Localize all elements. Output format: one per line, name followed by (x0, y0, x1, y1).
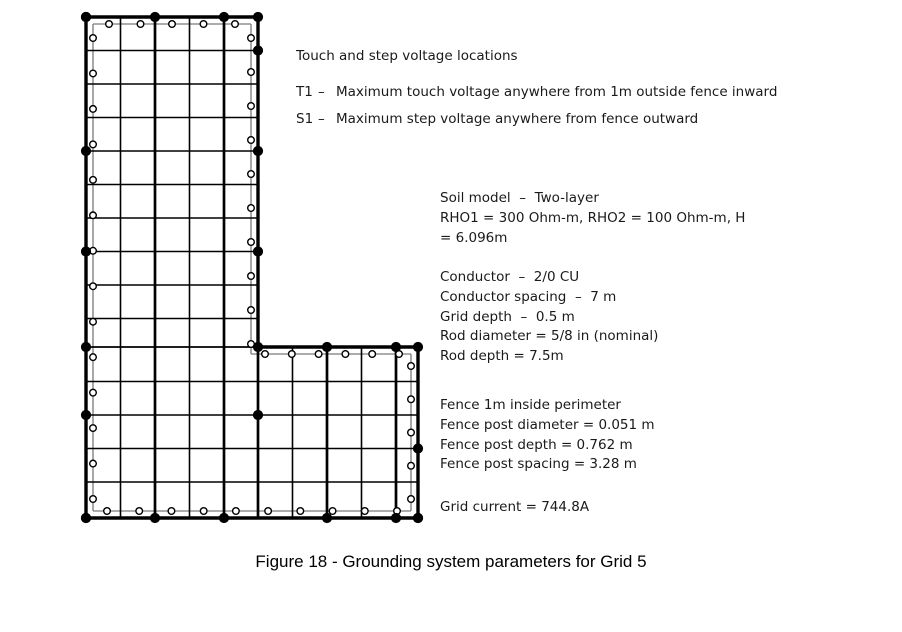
param-line: Fence post diameter = 0.051 m (440, 416, 655, 433)
ground-rod (253, 247, 262, 256)
fence-post (289, 351, 296, 358)
param-line: Conductor – 2/0 CU (440, 269, 580, 285)
ground-rod (219, 12, 228, 21)
fence-post (248, 273, 255, 280)
ground-rod (219, 513, 228, 522)
note-row-t1 (296, 84, 777, 100)
param-group-conductor (440, 268, 658, 367)
fence-post (233, 508, 240, 515)
fence-post (90, 318, 97, 325)
fence-post (248, 171, 255, 178)
fence-post (361, 508, 368, 515)
fence-post (369, 351, 376, 358)
fence-post (248, 69, 255, 76)
ground-rod (253, 342, 262, 351)
ground-rod (253, 146, 262, 155)
ground-rod (322, 513, 331, 522)
note-row-s1 (296, 111, 698, 127)
fence-post (315, 351, 322, 358)
note-tag-s1: S1 (296, 111, 314, 127)
fence-post (90, 460, 97, 467)
ground-rod (391, 342, 400, 351)
param-line: Grid depth – 0.5 m (440, 308, 575, 325)
ground-rod (81, 410, 90, 419)
fence-post (342, 351, 349, 358)
ground-rod (150, 12, 159, 21)
ground-rod (81, 146, 90, 155)
param-line: Conductor spacing – 7 m (440, 288, 617, 305)
fence-post (232, 21, 239, 28)
fence-post (297, 508, 304, 515)
ground-rod (413, 444, 422, 453)
param-line: RHO1 = 300 Ohm-m, RHO2 = 100 Ohm-m, H (440, 209, 746, 226)
ground-rod (81, 342, 90, 351)
fence-post (408, 363, 415, 370)
fence-post (90, 389, 97, 396)
fence-post (106, 21, 113, 28)
fence-post (90, 141, 97, 148)
fence-post (90, 106, 97, 113)
ground-rod (253, 46, 262, 55)
ground-rod (253, 410, 262, 419)
fence-post (200, 508, 207, 515)
fence-post (90, 212, 97, 219)
ground-rod (391, 513, 400, 522)
ground-rod (81, 12, 90, 21)
param-line: Fence post spacing = 3.28 m (440, 456, 637, 473)
fence-post (168, 508, 175, 515)
param-group-grid-current (440, 498, 589, 518)
note-dash-t1: – (318, 84, 325, 100)
fence-post (90, 354, 97, 361)
fence-post (90, 177, 97, 184)
param-line: Grid current = 744.8A (440, 499, 590, 515)
ground-rod (253, 12, 262, 21)
fence-post (137, 21, 144, 28)
fence-post (90, 496, 97, 503)
note-text-s1: Maximum step voltage anywhere from fence outward (336, 111, 699, 127)
fence-post (408, 396, 415, 403)
fence-post (248, 307, 255, 314)
fence-post (169, 21, 176, 28)
fence-post (408, 429, 415, 436)
fence-post (90, 283, 97, 290)
param-line: Rod depth = 7.5m (440, 348, 564, 365)
ground-rod (150, 513, 159, 522)
param-line: Rod diameter = 5/8 in (nominal) (440, 328, 659, 345)
ground-rod (413, 513, 422, 522)
fence-post (200, 21, 207, 28)
fence-post (262, 351, 269, 358)
fence-post (408, 496, 415, 503)
fence-post (90, 35, 97, 42)
fence-post (136, 508, 143, 515)
note-dash-s1: – (318, 111, 325, 127)
ground-rod (81, 247, 90, 256)
notes-heading: Touch and step voltage locations (296, 48, 518, 64)
figure-caption: Figure 18 - Grounding system parameters for Grid 5 (255, 552, 647, 571)
param-line: Soil model – Two-layer (440, 190, 599, 206)
param-line: Fence post depth = 0.762 m (440, 436, 633, 453)
fence-post (408, 462, 415, 469)
fence-post (248, 103, 255, 110)
note-tag-t1: T1 (296, 84, 313, 100)
fence-post (248, 239, 255, 246)
param-group-fence (440, 396, 655, 475)
fence-post (248, 35, 255, 42)
fence-post (248, 205, 255, 212)
param-group-soil (440, 189, 745, 248)
param-line: = 6.096m (440, 229, 508, 246)
fence-post (90, 70, 97, 77)
ground-rod (322, 342, 331, 351)
fence-post (265, 508, 272, 515)
param-line: Fence 1m inside perimeter (440, 397, 621, 413)
ground-rod (413, 342, 422, 351)
fence-post (329, 508, 336, 515)
fence-post (248, 137, 255, 144)
ground-rod (81, 513, 90, 522)
fence-post (90, 425, 97, 432)
note-text-t1: Maximum touch voltage anywhere from 1m outside fence inward (336, 84, 778, 100)
fence-post (104, 508, 111, 515)
